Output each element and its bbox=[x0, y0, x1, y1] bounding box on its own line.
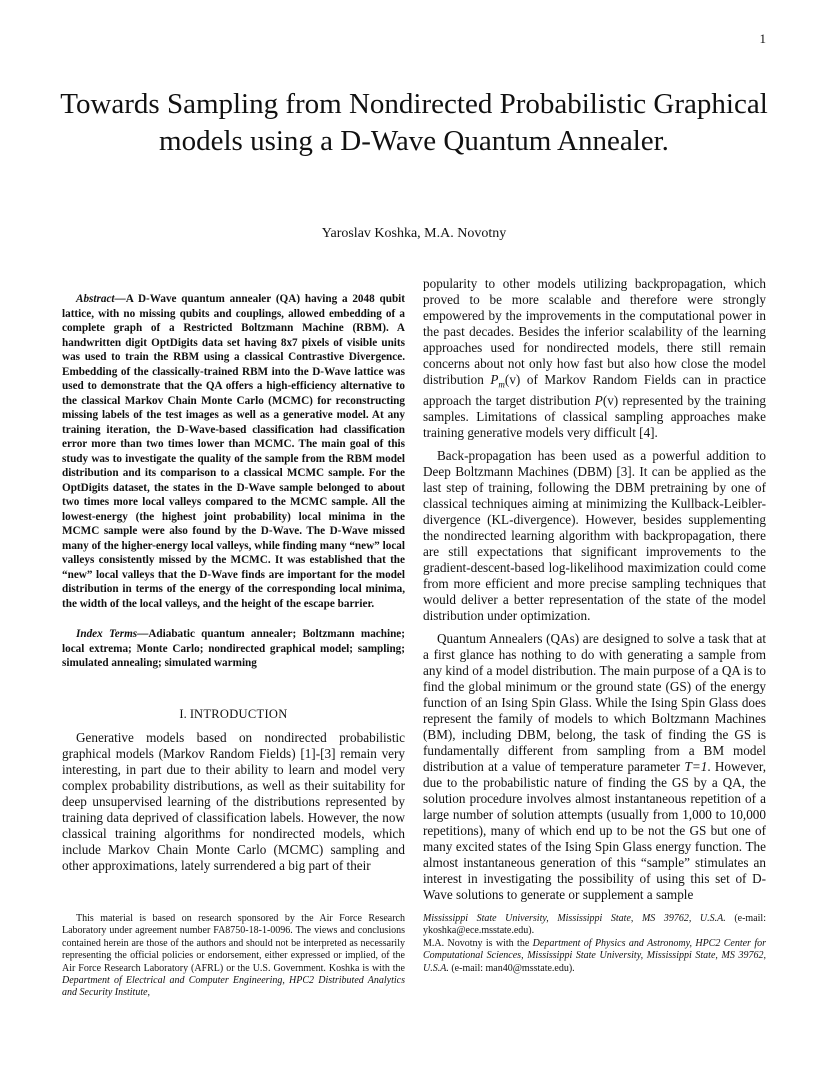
right-column bbox=[423, 276, 766, 910]
footnote-right-author: M.A. Novotny is with the bbox=[423, 937, 533, 949]
footnote-right bbox=[423, 913, 766, 975]
p1-text-a: popularity to other models utilizing backpropagation, which proved to be more scalable and therefore were strongly empowered by the improvements in the computational power in the past decades. Besides the inferior scalability of the learning approaches used for nondirected models, there still remain concerns about not only how fast but also how close the model distribution bbox=[423, 276, 766, 387]
abstract-dash: — bbox=[114, 293, 126, 305]
section-title-rest: NTRODUCTION bbox=[194, 706, 288, 721]
p3-text-a: Quantum Annealers (QAs) are designed to solve a task that at a first glance has nothing to do with generating a sample from any kind of a model distribution. The main purpose of a QA is to find the global minimum or the ground state (GS) of the energy function of an Ising Spin Glass. While the Ising Spin Glass does represent the family of models to which Boltzmann Machines (BM), including DBM, belong, the task of finding the GS is fundamentally different from sampling from a BM model distribution at a value of temperature parameter bbox=[423, 630, 766, 774]
index-terms-text: Adiabatic quantum annealer; Boltzmann machine; local extrema; Monte Carlo; nondirected graphical model; sampling; simulated annealing; simulated warming bbox=[62, 628, 405, 669]
model-distribution-subscript: m bbox=[498, 379, 505, 390]
index-terms bbox=[62, 627, 405, 671]
footnote-left-text: This material is based on research sponsored by the Air Force Research Laboratory under agreement number FA8750-18-1-0096. The views and conclusions contained herein are those of the authors and should not be interpreted as necessarily representing the official policies or endorsement, either expressed or implied, of the Air Force Research Laboratory (AFRL) or the U.S. Government. Koshka is with the bbox=[62, 913, 405, 974]
footnote-left bbox=[62, 913, 405, 1000]
abstract bbox=[62, 292, 405, 611]
target-distribution-arg: (v) bbox=[602, 392, 619, 408]
p1-text-c: represented by the training samples. Limitations of classical sampling approaches make training generative models very difficult [4]. bbox=[423, 392, 767, 440]
index-terms-lead: Index Terms bbox=[76, 628, 138, 640]
abstract-lead: Abstract bbox=[76, 293, 115, 305]
footnote-left-affiliation: Department of Electrical and Computer Engineering, HPC2 Distributed Analytics and Security Institute, bbox=[62, 975, 405, 999]
intro-paragraph-1-continued bbox=[423, 276, 766, 441]
intro-paragraph-3 bbox=[423, 631, 766, 903]
target-distribution-symbol: P bbox=[594, 392, 603, 408]
section-heading-introduction bbox=[62, 707, 405, 722]
footnote-right-affiliation-2: Department of Physics and Astronomy, HPC2 Center for Computational Sciences, Mississippi State University, Mississippi State, MS 39762, U.S.A. bbox=[423, 937, 766, 974]
model-distribution-arg: (v) bbox=[504, 372, 521, 387]
p3-text-b: . However, due to the probabilistic nature of finding the GS by a QA, the solution procedure involves almost instantaneous repetition of a large number of solution attempts (usually from 1,000 to 10,000 repetitions), many of which end up to be not the GS but one of many excited states of the Ising Spin Glass energy function. The almost instantaneous generation of this “sample” stimulates an interest in investigating the possibility of using this set of D-Wave solutions to generate or supplement a sample bbox=[423, 758, 767, 902]
page-number: 1 bbox=[759, 31, 766, 46]
intro-paragraph-1: Generative models based on nondirected probabilistic graphical models (Markov Random Fields) [1]-[3] remain very interesting, in part due to their ability to learn and model very complex probability distributions, as well as their suitability for deep unsupervised learning of the distributions represented by training data deprived of classification labels. However, the now classical training algorithms for nondirected models, which include Markov Chain Monte Carlo (MCMC) sampling and other approximations, lately surrendered a big part of their bbox=[62, 729, 405, 873]
footnote-right-line-1 bbox=[423, 913, 766, 938]
footnote-right-line-2 bbox=[423, 938, 766, 975]
section-first-letter: I bbox=[189, 706, 194, 721]
footnote-right-email-1: (e-mail: ykoshka@ece.msstate.edu). bbox=[423, 913, 766, 937]
left-column bbox=[62, 292, 405, 881]
footnote-right-affiliation-1: Mississippi State University, Mississippi State, MS 39762, U.S.A. bbox=[423, 913, 726, 924]
intro-paragraph-2: Back-propagation has been used as a powerful addition to Deep Boltzmann Machines (DBM) [3]. It can be applied as the last step of training, following the DBM pretraining by one of classical techniques aiming at minimizing the Kullback-Leibler-divergence (KL-divergence). However, besides supplementing the nondirected learning algorithm with backpropagation, there are still expectations that significant improvements to the gradient-descent-based log-likelihood maximization could come from more efficient and more precise sampling techniques that would deliver a better representation of the state of the model distribution under optimization. bbox=[423, 447, 766, 623]
model-distribution-symbol: P bbox=[490, 372, 499, 387]
section-number: I. bbox=[179, 706, 187, 721]
p1-text-b: of Markov Random Fields can in practice approach the target distribution bbox=[423, 372, 767, 408]
paper-title: Towards Sampling from Nondirected Probabilistic Graphical models using a D-Wave Quantum Annealer. bbox=[60, 88, 768, 157]
footnote-right-email-2: (e-mail: man40@msstate.edu). bbox=[448, 962, 575, 974]
abstract-text: A D-Wave quantum annealer (QA) having a 2048 qubit lattice, with no missing qubits and couplings, allowed embedding of a complete graph of a Restricted Boltzmann Machine (RBM). A handwritten digit OptDigits data set having 8x7 pixels of visible units was used to train the RBM using a classical Contrastive Divergence. Embedding of the classically-trained RBM into the D-Wave lattice was used to demonstrate that the QA offers a high-efficiency alternative to the classical Markov Chain Monte Carlo (MCMC) for reconstructing missing labels of the test images as well as a generative model. At any training iteration, the D-Wave-based classification had classification error more than two times lower than MCMC. The main goal of this study was to investigate the quality of the sample from the RBM model distribution and its comparison to a classical MCMC sample. For the OptDigits dataset, the states in the D-Wave sample belonged to about two times more local valleys compared to the MCMC sample. All the lowest-energy (the highest joint probability) local minima in the MCMC sample were also found by the D-Wave. The D-Wave missed many of the higher-energy local valleys, while finding many “new” local valleys consistently missed by the MCMC. It was established that the “new” local valleys that the D-Wave finds are important for the model distribution in terms of the energy of the corresponding local minima, the width of the local valleys, and the height of the escape barrier. bbox=[62, 293, 405, 610]
temperature-value: T=1 bbox=[684, 758, 708, 774]
index-terms-dash: — bbox=[137, 628, 149, 640]
author-line: Yaroslav Koshka, M.A. Novotny bbox=[321, 226, 507, 241]
